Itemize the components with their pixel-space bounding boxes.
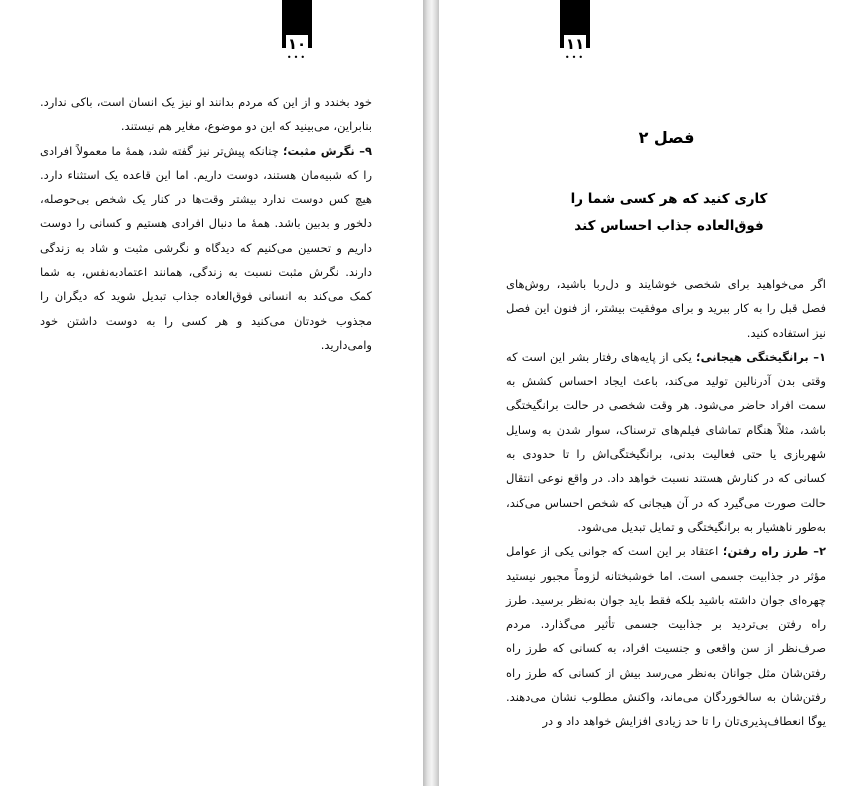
page-number: ۱۱: [565, 35, 585, 53]
section-2-body: اعتقاد بر این است که جوانی یکی از عوامل مؤثر در جذابیت جسمی است. اما خوشبختانه لزوماً مجبور نیستید چهره‌ای جوان داشته باشید بلکه فقط باید جوان به‌نظر برسید. طرز راه رفتن بی‌تردید بر جذابیت جسمی تأثیر می‌گذارد. مردم صرف‌نظر از سن واقعی و جنسیت افراد، به کسانی که طرز راه رفتن‌شان مثل جوانان به‌نظر می‌رسد بیش از کسانی که طرز راه رفتن‌شان به سالخوردگان می‌ماند، واکنش مطلوب نشان می‌دهند. یوگا انعطاف‌پذیری‌تان را تا حد زیادی افزایش خواهد داد و در: [506, 544, 826, 729]
page-number-dots: •••: [286, 53, 308, 62]
page-number: ۱۰: [287, 35, 307, 53]
paragraph-section-1: [506, 345, 826, 539]
paragraph-intro: خود بخندد و از این که مردم بدانند او نیز یک انسان است، باکی ندارد. بنابراین، می‌بینید که این دو موضوع، مغایر هم نیستند.: [40, 95, 372, 134]
section-9-body: چنانکه پیش‌تر نیز گفته شد، همهٔ ما معمولاً افرادی را که شبیه‌مان هستند، دوست داریم. اما این قاعده یک استثناء دارد. هیچ کس دوست ندارد بیشتر وقت‌ها در کنار یک شخص بی‌حوصله، دلخور و بدبین باشد. همهٔ ما دنبال افرادی هستیم و کسانی را دوست داریم و تحسین می‌کنیم که دیدگاه و نگرشی مثبت و شاد به زندگی دارند. نگرش مثبت نسبت به زندگی، همانند اعتمادبه‌نفس، به شما کمک می‌کند به انسانی فوق‌العاده جذاب تبدیل شوید که دیگران را مجذوب خودتان می‌کنید و هر کسی را به دوست داشتن خود وامی‌دارید.: [40, 143, 372, 352]
section-2-heading: ۲– طرز راه رفتن؛: [722, 544, 826, 559]
right-page-body: [506, 272, 826, 734]
paragraph-section-2: [506, 539, 826, 733]
section-9-heading: ۹– نگرش مثبت؛: [282, 143, 372, 158]
left-page-body: [40, 90, 372, 357]
paragraph-intro: اگر می‌خواهید برای شخصی خوشایند و دل‌ربا باشید، روش‌های فصل قبل را به کار ببرید و برای موفقیت بیشتر، از فنون این فصل نیز استفاده کنید.: [506, 277, 826, 340]
section-1-heading: ۱– برانگیختگی هیجانی؛: [695, 349, 826, 364]
left-page: [0, 0, 423, 786]
chapter-label: فصل ۲: [638, 128, 695, 147]
chapter-title: کاری کنید که هر کسی شما را فوق‌العاده جذاب احساس کند: [570, 191, 768, 234]
section-1-body: یکی از پایه‌های رفتار بشر این است که وقتی بدن آدرنالین تولید می‌کند، باعث ایجاد احساس کشش به سمت افراد حاضر می‌شود. هر وقت شخصی در حالت برانگیختگی باشد، مثلاً هنگام تماشای فیلم‌های ترسناک، سوار شدن به وسایل شهربازی یا حتی فعالیت بدنی، برانگیختگی‌اش را تا حدودی به کسانی که در کنارش هستند نسبت خواهد داد. در واقع نوعی انتقال حالت صورت می‌گیرد که در آن هیجانی که شخص احساس می‌کند، به‌طور ناهشیار به برانگیختگی و تمایل تبدیل می‌شود.: [506, 349, 826, 534]
paragraph-section-9: [40, 139, 372, 358]
right-page: [439, 0, 868, 786]
book-gutter: [423, 0, 439, 786]
page-number-dots: •••: [564, 53, 586, 62]
